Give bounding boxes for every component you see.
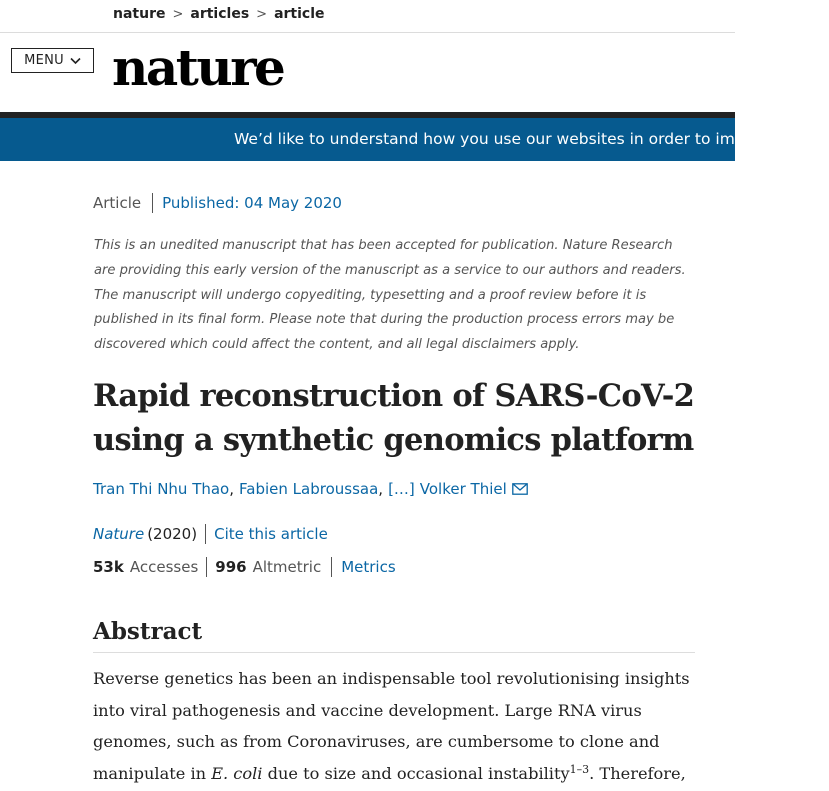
cite-article-link[interactable]: Cite this article — [214, 525, 328, 543]
author-list — [93, 480, 528, 498]
author-separator: , — [378, 480, 384, 498]
journal-link[interactable]: Nature — [93, 525, 145, 543]
abstract-text-part: Reverse genetics has been an indispensable tool revolutionising insights into viral pathogenesis and vaccine development. Large RNA virus genomes, such as from Coronaviruses, are cumbersome to clone and manipulate in — [93, 669, 690, 783]
citation-reference[interactable]: 1–3 — [569, 762, 590, 776]
altmetric-score: 996 — [215, 558, 247, 576]
altmetric-label: Altmetric — [252, 558, 322, 576]
publication-year: (2020) — [147, 525, 198, 543]
abstract-text-part: due to size and occasional instability — [262, 763, 570, 783]
author-link[interactable]: Tran Thi Nhu Thao — [93, 480, 230, 498]
abstract-text-part: . Therefore, — [589, 763, 686, 783]
divider — [331, 557, 332, 577]
breadcrumb-articles[interactable]: articles — [190, 6, 250, 22]
author-link[interactable]: Volker Thiel — [419, 480, 507, 498]
survey-banner[interactable]: We’d like to understand how you use our websites in order to improve them. — [0, 118, 735, 161]
show-all-authors-button[interactable]: […] — [388, 480, 415, 498]
breadcrumb-separator-icon: > — [172, 6, 184, 22]
mail-icon[interactable] — [512, 483, 528, 495]
chevron-down-icon — [70, 57, 81, 65]
divider — [0, 32, 735, 33]
breadcrumb-separator-icon: > — [256, 6, 268, 22]
abstract-heading: Abstract — [93, 618, 203, 645]
accesses-label: Accesses — [129, 558, 199, 576]
organism-name: E. coli — [211, 763, 263, 783]
journal-info — [93, 524, 328, 544]
article-meta — [93, 193, 342, 213]
article-type: Article — [93, 194, 142, 212]
nature-logo[interactable]: nature — [112, 38, 284, 97]
divider — [206, 557, 207, 577]
abstract-text — [93, 663, 703, 789]
article-metrics — [93, 557, 396, 577]
menu-label: MENU — [24, 53, 64, 68]
menu-button[interactable] — [11, 48, 94, 73]
author-separator: , — [229, 480, 235, 498]
manuscript-notice: This is an unedited manuscript that has been accepted for publication. Nature Research are providing this early version of the manuscript as a service to our authors and readers. The manuscript will undergo copyediting, typesetting and a proof review before it is published in its final form. Please note that during the production process errors may be discovered which could affect the content, and all legal disclaimers apply. — [94, 238, 686, 353]
divider — [152, 193, 153, 213]
metrics-link[interactable]: Metrics — [341, 558, 396, 576]
breadcrumb — [113, 4, 325, 24]
divider — [93, 652, 695, 653]
accesses-count: 53k — [93, 558, 124, 576]
author-link[interactable]: Fabien Labroussaa — [239, 480, 379, 498]
published-date[interactable]: Published: 04 May 2020 — [162, 194, 342, 212]
breadcrumb-current: article — [274, 6, 325, 22]
article-title: Rapid reconstruction of SARS-CoV-2 using a synthetic genomics platform — [93, 378, 695, 458]
divider — [205, 524, 206, 544]
breadcrumb-nature[interactable]: nature — [113, 6, 166, 22]
